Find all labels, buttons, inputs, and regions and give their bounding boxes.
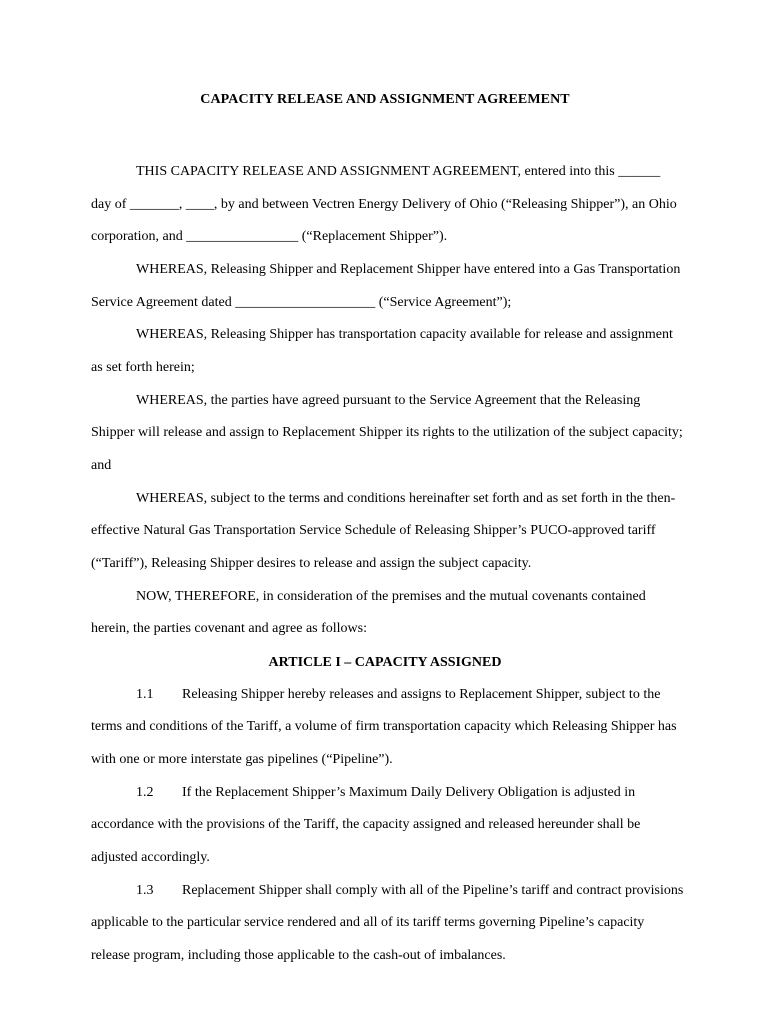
article-heading: ARTICLE I – CAPACITY ASSIGNED [268, 655, 502, 670]
paragraph-line: WHEREAS, subject to the terms and conditions hereinafter set forth and as set forth in the then- [136, 491, 676, 506]
paragraph-line: Service Agreement dated ____________________ (“Service Agreement”); [91, 295, 512, 310]
paragraph-line: as set forth herein; [91, 360, 195, 375]
paragraph-line: effective Natural Gas Transportation Service Schedule of Releasing Shipper’s PUCO-approved tariff [91, 523, 656, 538]
section-number: 1.2 [136, 785, 154, 800]
paragraph-line: with one or more interstate gas pipelines (“Pipeline”). [91, 752, 393, 767]
paragraph-line: terms and conditions of the Tariff, a volume of firm transportation capacity which Releasing Shipper has [91, 719, 677, 734]
section-number: 1.1 [136, 687, 154, 702]
section-text: Releasing Shipper hereby releases and assigns to Replacement Shipper, subject to the [182, 687, 661, 702]
paragraph-line: day of _______, ____, by and between Vectren Energy Delivery of Ohio (“Releasing Shipper”), an Ohio [91, 197, 677, 212]
paragraph-line: and [91, 458, 112, 473]
section-text: Replacement Shipper shall comply with all of the Pipeline’s tariff and contract provisions [182, 883, 684, 898]
section-first-line [136, 687, 660, 703]
paragraph-line: accordance with the provisions of the Tariff, the capacity assigned and released hereunder shall be [91, 817, 641, 832]
paragraph-line: herein, the parties covenant and agree as follows: [91, 621, 368, 636]
paragraph-line: (“Tariff”), Releasing Shipper desires to release and assign the subject capacity. [91, 556, 532, 571]
paragraph-line: release program, including those applicable to the cash-out of imbalances. [91, 948, 506, 963]
paragraph-line: THIS CAPACITY RELEASE AND ASSIGNMENT AGREEMENT, entered into this ______ [136, 164, 661, 179]
document-title: CAPACITY RELEASE AND ASSIGNMENT AGREEMENT [200, 92, 570, 107]
paragraph-line: adjusted accordingly. [91, 850, 210, 865]
paragraph-line: WHEREAS, the parties have agreed pursuant to the Service Agreement that the Releasing [136, 393, 641, 408]
paragraph-line: applicable to the particular service rendered and all of its tariff terms governing Pipeline’s capacity [91, 915, 645, 930]
section-first-line [136, 785, 635, 801]
paragraph-line: WHEREAS, Releasing Shipper has transportation capacity available for release and assignment [136, 327, 673, 342]
paragraph-line: NOW, THEREFORE, in consideration of the premises and the mutual covenants contained [136, 589, 646, 604]
paragraph-line: corporation, and ________________ (“Replacement Shipper”). [91, 229, 448, 244]
section-first-line [136, 883, 683, 899]
section-number: 1.3 [136, 883, 154, 898]
paragraph-line: WHEREAS, Releasing Shipper and Replacement Shipper have entered into a Gas Transportation [136, 262, 681, 277]
section-text: If the Replacement Shipper’s Maximum Daily Delivery Obligation is adjusted in [182, 785, 636, 800]
paragraph-line: Shipper will release and assign to Replacement Shipper its rights to the utilization of the subject capacity; [91, 425, 683, 440]
